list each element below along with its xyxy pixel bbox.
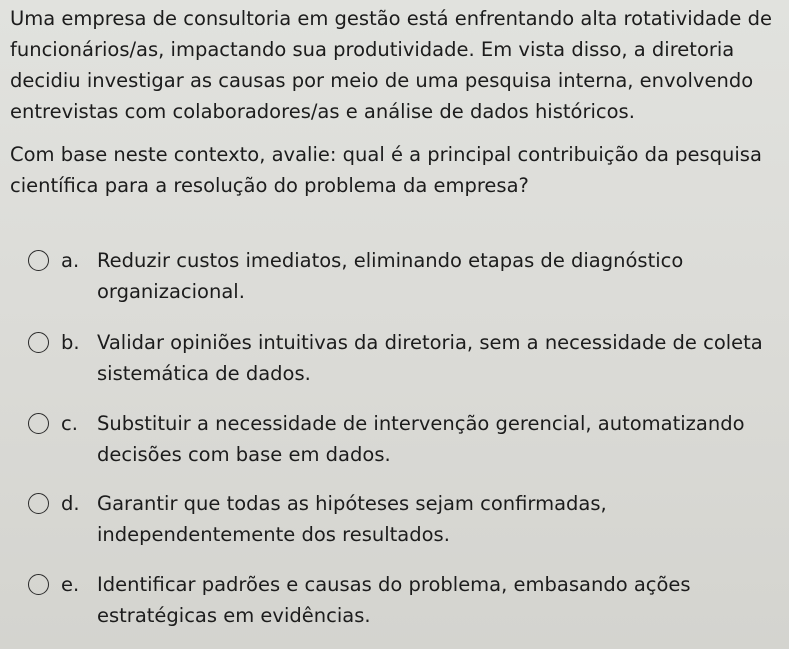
option-text [97,327,777,389]
question-context [10,3,785,127]
prompt-line: Com base neste contexto, avalie: qual é a principal contribuição da pesquisa [10,143,762,166]
prompt-line: científica para a resolução do problema da empresa? [10,174,529,197]
radio-button-c[interactable] [28,413,49,434]
context-line: Uma empresa de consultoria em gestão está enfrentando alta rotatividade de [10,7,772,30]
radio-button-e[interactable] [28,574,49,595]
radio-button-b[interactable] [28,332,49,353]
option-text-line: Substituir a necessidade de intervenção gerencial, automatizando [97,412,745,435]
question-prompt [10,139,785,201]
option-text [97,408,777,470]
option-letter: d. [61,492,80,515]
option-letter: b. [61,331,80,354]
answer-option-c[interactable] [28,408,778,470]
answer-option-a[interactable] [28,245,778,307]
option-text-line: Garantir que todas as hipóteses sejam confirmadas, [97,492,607,515]
option-text [97,488,777,550]
option-text [97,569,777,631]
option-text-line: estratégicas em evidências. [97,604,371,627]
answer-option-e[interactable] [28,569,778,631]
option-letter: e. [61,573,80,596]
option-text-line: decisões com base em dados. [97,443,391,466]
option-text-line: Reduzir custos imediatos, eliminando etapas de diagnóstico [97,249,684,272]
radio-button-d[interactable] [28,493,49,514]
answer-option-d[interactable] [28,488,778,550]
option-text-line: organizacional. [97,280,245,303]
option-text [97,245,777,307]
option-letter: c. [61,412,78,435]
option-text-line: Identificar padrões e causas do problema, embasando ações [97,573,691,596]
answer-option-b[interactable] [28,327,778,389]
option-text-line: Validar opiniões intuitivas da diretoria, sem a necessidade de coleta [97,331,763,354]
context-line: funcionários/as, impactando sua produtividade. Em vista disso, a diretoria [10,38,735,61]
context-line: entrevistas com colaboradores/as e análise de dados históricos. [10,100,635,123]
option-text-line: sistemática de dados. [97,362,311,385]
context-line: decidiu investigar as causas por meio de uma pesquisa interna, envolvendo [10,69,754,92]
option-text-line: independentemente dos resultados. [97,523,450,546]
radio-button-a[interactable] [28,250,49,271]
option-letter: a. [61,249,80,272]
